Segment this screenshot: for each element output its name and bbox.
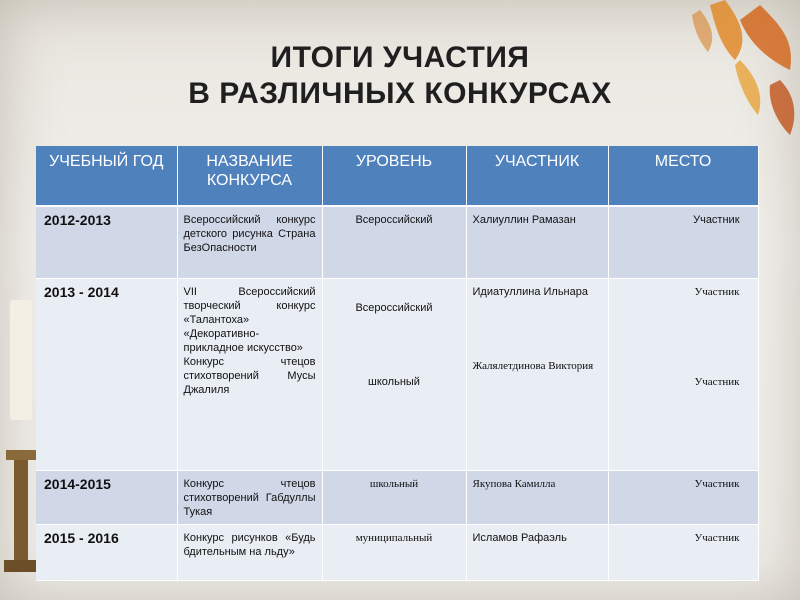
table-header-row [36,146,758,206]
header-place: МЕСТО [608,146,758,206]
title-line-1: ИТОГИ УЧАСТИЯ [270,41,530,74]
level-2: школьный [368,375,420,388]
cell-level: школьный [322,470,466,524]
place-1: Участник [694,285,740,298]
table-row [36,206,758,278]
title-line-2: В РАЗЛИЧНЫХ КОНКУРСАХ [188,77,612,110]
cell-place: Участник [608,206,758,278]
table-row [36,470,758,524]
cell-contest: Всероссийский конкурс детского рисунка Страна БезОпасности [177,206,322,278]
table-row [36,524,758,580]
header-participant: УЧАСТНИК [466,146,608,206]
cell-participant: Якупова Камилла [466,470,608,524]
participant-2: Жалялетдинова Виктория [472,359,594,372]
table-row [36,278,758,470]
contest-talantokha: VII Всероссийский творческий конкурс «Талантоха» «Декоративно-прикладное искусство» [183,285,316,354]
cell-participant: Халиуллин Рамазан [466,206,608,278]
cell-year: 2013 - 2014 [36,278,177,470]
cell-place: Участник [608,470,758,524]
contest-dzhalil: Конкурс чтецов стихотворений Мусы Джалиля [183,355,316,396]
header-level: УРОВЕНЬ [322,146,466,206]
cell-place [608,278,758,470]
cell-place: Участник [608,524,758,580]
cell-level: Всероссийский [322,206,466,278]
cell-participant: Исламов Рафаэль [466,524,608,580]
cell-year: 2015 - 2016 [36,524,177,580]
results-table [36,146,759,581]
cell-participant [466,278,608,470]
slide-title [0,40,800,112]
candle-decoration [0,300,40,600]
cell-contest [177,278,322,470]
cell-level: муниципальный [322,524,466,580]
header-year: УЧЕБНЫЙ ГОД [36,146,177,206]
cell-year: 2014-2015 [36,470,177,524]
cell-year: 2012-2013 [36,206,177,278]
participant-1: Идиатуллина Ильнара [472,285,588,298]
header-contest: НАЗВАНИЕ КОНКУРСА [177,146,322,206]
cell-contest: Конкурс чтецов стихотворений Габдуллы Тукая [177,470,322,524]
cell-contest: Конкурс рисунков «Будь бдительным на льду» [177,524,322,580]
level-1: Всероссийский [355,301,433,314]
cell-level [322,278,466,470]
place-2: Участник [694,375,740,388]
